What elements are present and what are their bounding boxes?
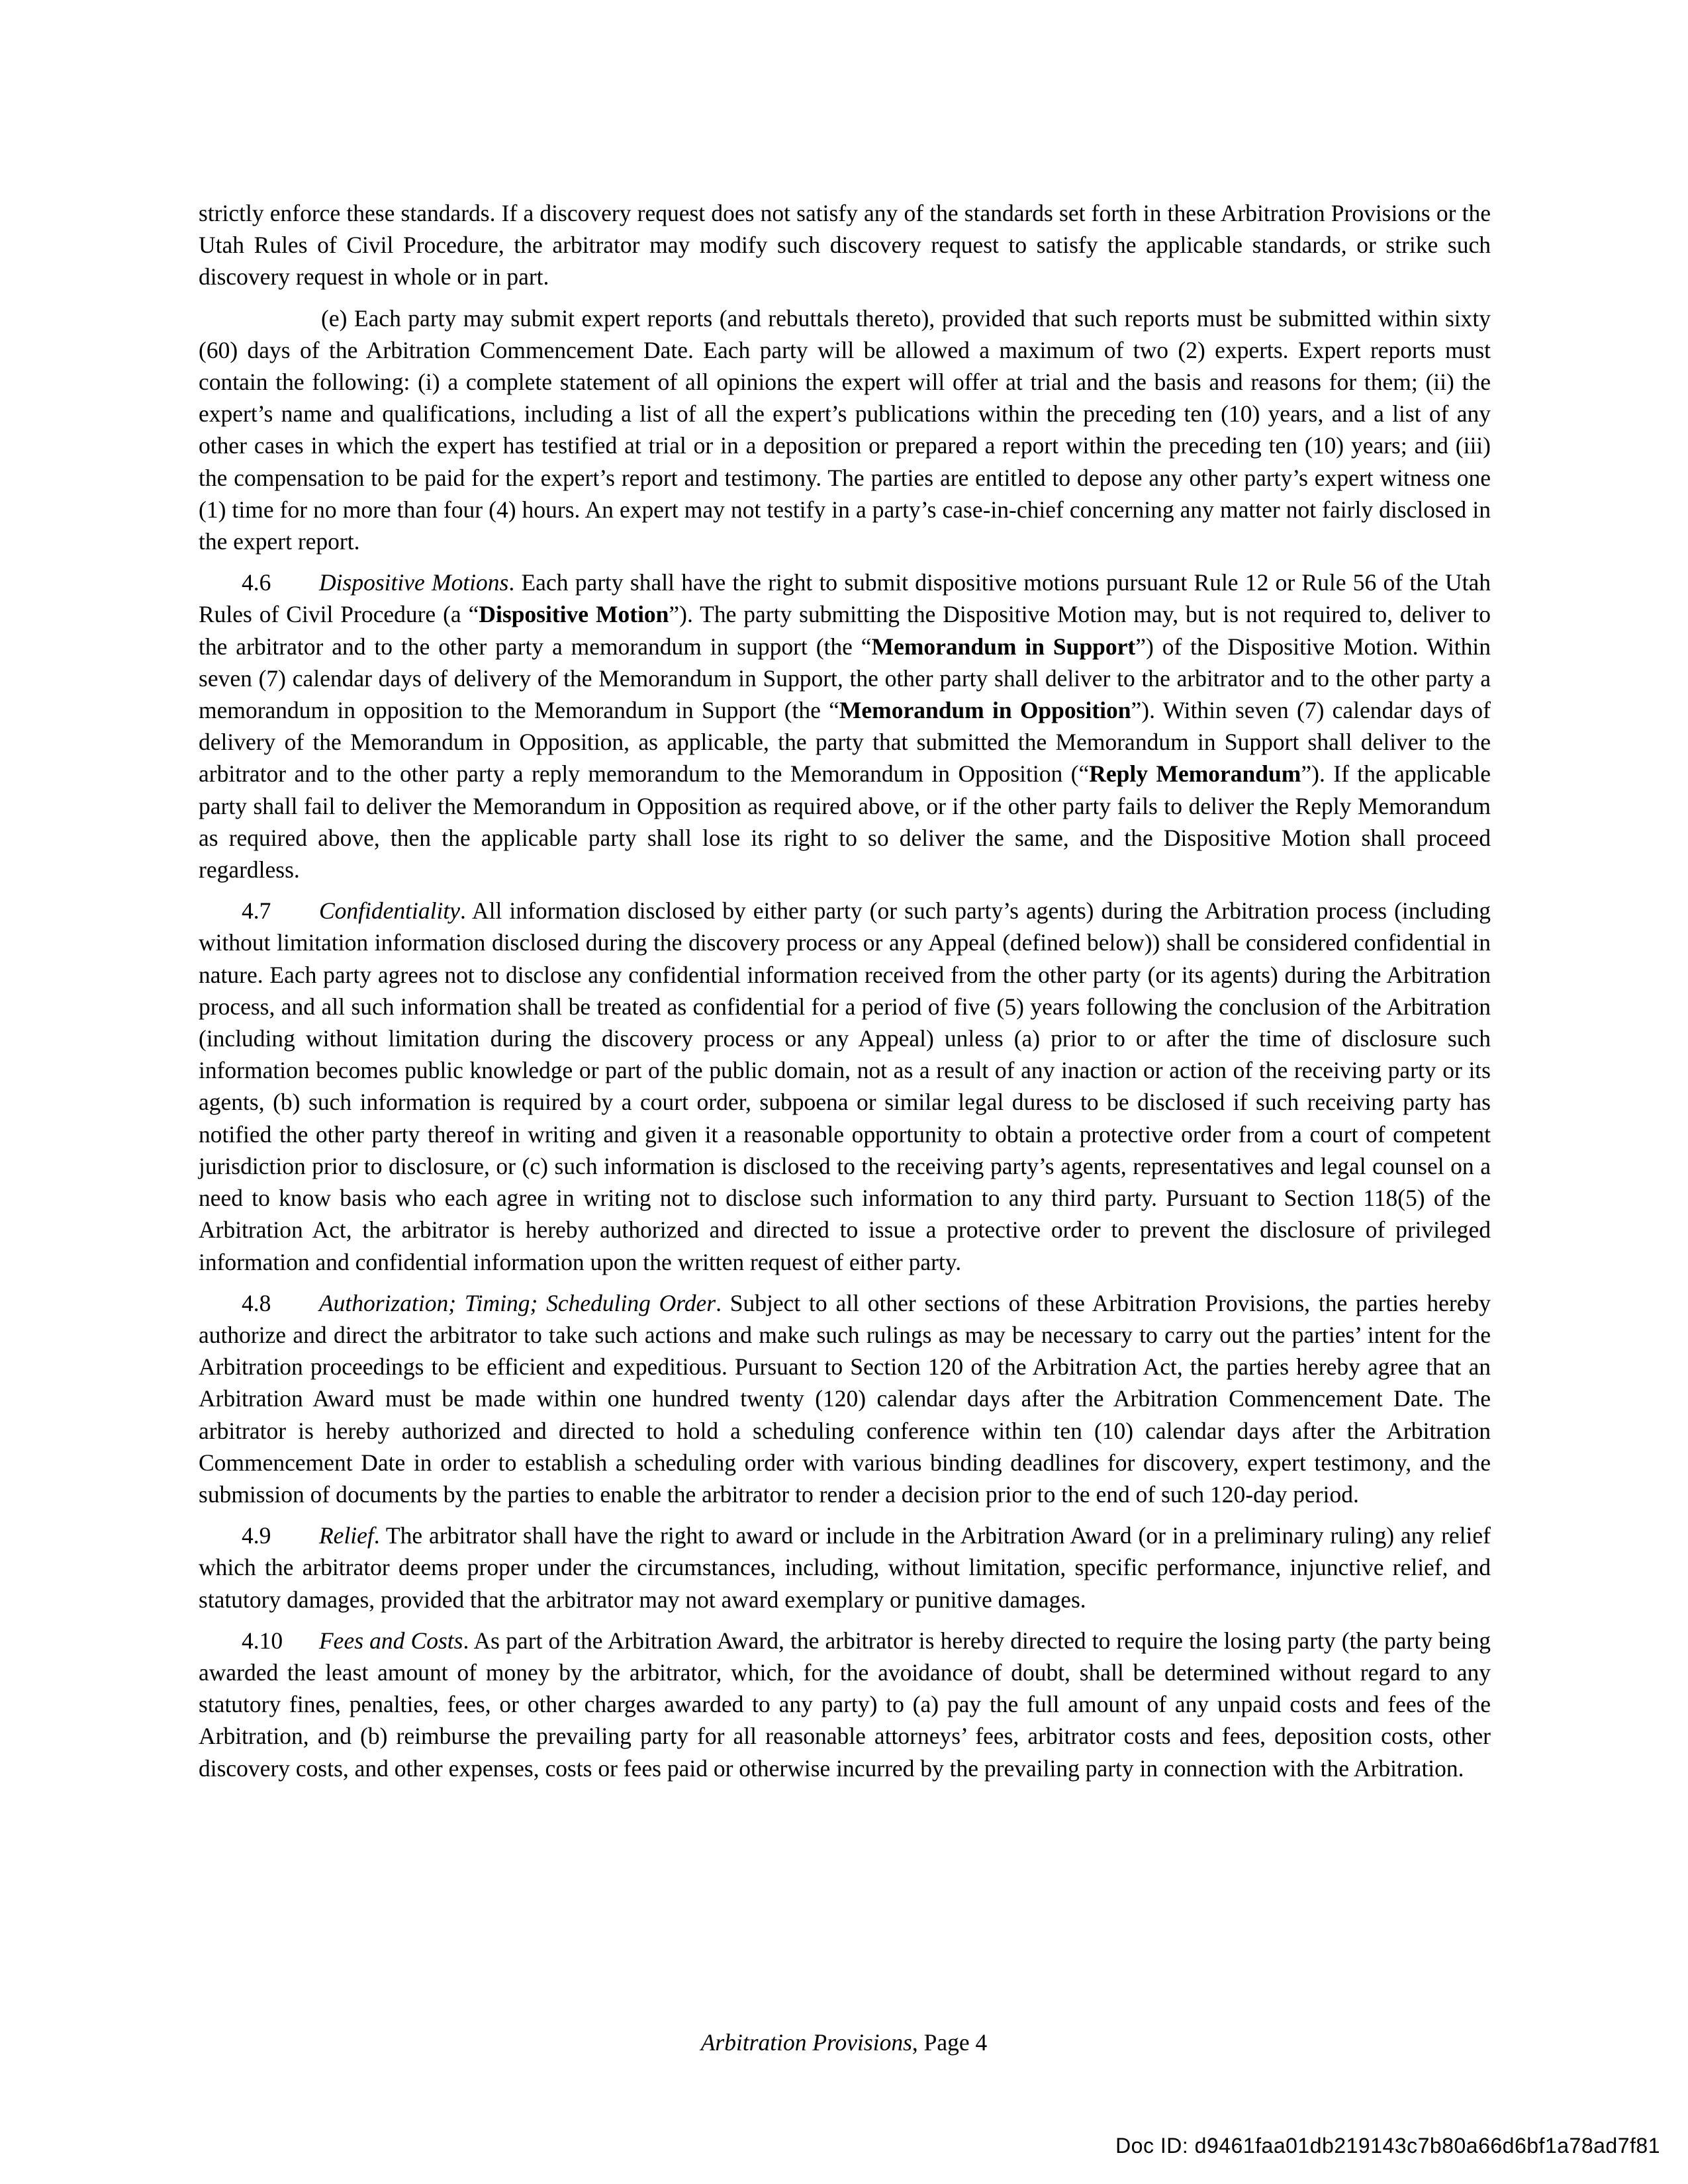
section-text: . As part of the Arbitration Award, the arbitrator is hereby directed to require the losing party (the party being awarded the least amount of money by the arbitrator, which, for the avoidance of doubt, shall be determined without regard to any statutory fines, penalties, fees, or other charges awarded to any party) to (a) pay the full amount of any unpaid costs and fees of the Arbitration, and (b) reimburse the prevailing party for all reasonable attorneys’ fees, arbitrator costs and fees, deposition costs, other discovery costs, and other expenses, costs or fees paid or otherwise incurred by the prevailing party in connection with the Arbitration. <box>199 1627 1491 1782</box>
defined-term: Reply Memorandum <box>1089 760 1301 788</box>
section-text: . The arbitrator shall have the right to award or include in the Arbitration Award (or in a preliminary ruling) any relief which the arbitrator deems proper under the circumstances, including, without limitation, specific performance, injunctive relief, and statutory damages, provided that the arbitrator may not award exemplary or punitive damages. <box>199 1522 1491 1613</box>
section-4-9-relief <box>199 1520 1491 1615</box>
defined-term: Memorandum in Support <box>871 633 1136 660</box>
document-body <box>199 197 1491 1794</box>
section-text: ”). If the applicable party shall fail to deliver the Memorandum in Opposition as required above, or if the other party fails to deliver the Reply Memorandum as required above, then the applicable party shall lose its right to so deliver the same, and the Dispositive Motion shall proceed regardless. <box>199 760 1491 884</box>
section-title: Dispositive Motions <box>319 569 509 596</box>
section-title: Authorization; Timing; Scheduling Order <box>319 1289 716 1316</box>
defined-term: Memorandum in Opposition <box>839 697 1131 724</box>
section-4-10-fees-and-costs <box>199 1625 1491 1784</box>
section-title: Fees and Costs <box>319 1627 463 1654</box>
section-number: 4.8 <box>242 1289 271 1316</box>
section-text: ”). The party submitting the Dispositive Motion may, but is not required to, deliver to the arbitrator and to the other party a memorandum in support (the “ <box>199 601 1491 660</box>
footer-page-number: , Page 4 <box>912 2029 988 2056</box>
footer-title: Arbitration Provisions <box>700 2029 912 2056</box>
section-number: 4.6 <box>242 569 271 596</box>
section-title: Confidentiality <box>319 897 460 925</box>
section-text: . Each party shall have the right to submit dispositive motions pursuant Rule 12 or Rule 56 of the Utah Rules of Civil Procedure (a “ <box>199 569 1491 628</box>
paragraph-e-expert-reports: (e) Each party may submit expert reports (and rebuttals thereto), provided that such reports must be submitted within sixty (60) days of the Arbitration Commencement Date. Each party will be allowed a maximum of two (2) experts. Expert reports must contain the following: (i) a complete statement of all opinions the expert will offer at trial and the basis and reasons for them; (ii) the expert’s name and qualifications, including a list of all the expert’s publications within the preceding ten (10) years, and a list of any other cases in which the expert has testified at trial or in a deposition or prepared a report within the preceding ten (10) years; and (iii) the compensation to be paid for the expert’s report and testimony. The parties are entitled to depose any other party’s expert witness one (1) time for no more than four (4) hours. An expert may not testify in a party’s case-in-chief concerning any matter not fairly disclosed in the expert report. <box>199 304 1491 555</box>
section-number: 4.10 <box>242 1627 283 1654</box>
section-4-8-authorization <box>199 1287 1491 1510</box>
section-text: . All information disclosed by either party (or such party’s agents) during the Arbitration process (including without limitation information disclosed during the discovery process or any Appeal (defined below)) shall be considered confidential in nature. Each party agrees not to disclose any confidential information received from the other party (or its agents) during the Arbitration process, and all such information shall be treated as confidential for a period of five (5) years following the conclusion of the Arbitration (including without limitation during the discovery process or any Appeal) unless (a) prior to or after the time of disclosure such information becomes public knowledge or part of the public domain, not as a result of any inaction or action of the receiving party or its agents, (b) such information is required by a court order, subpoena or similar legal duress to be disclosed if such receiving party has notified the other party thereof in writing and given it a reasonable opportunity to obtain a protective order from a court of competent jurisdiction prior to disclosure, or (c) such information is disclosed to the receiving party’s agents, representatives and legal counsel on a need to know basis who each agree in writing not to disclose such information to any third party. Pursuant to Section 118(5) of the Arbitration Act, the arbitrator is hereby authorized and directed to issue a protective order to prevent the disclosure of privileged information and confidential information upon the written request of either party. <box>199 897 1491 1275</box>
doc-id: Doc ID: d9461faa01db219143c7b80a66d6bf1a78ad7f81 <box>1115 2134 1660 2158</box>
section-number: 4.7 <box>242 897 271 925</box>
defined-term: Dispositive Motion <box>479 601 669 628</box>
section-text: ”) of the Dispositive Motion. Within seven (7) calendar days of delivery of the Memorandum in Support, the other party shall deliver to the arbitrator and to the other party a memorandum in opposition to the Memorandum in Support (the “ <box>199 633 1491 724</box>
section-number: 4.9 <box>242 1522 271 1549</box>
section-text: ”). Within seven (7) calendar days of delivery of the Memorandum in Opposition, as applicable, the party that submitted the Memorandum in Support shall deliver to the arbitrator and to the other party a reply memorandum to the Memorandum in Opposition (“ <box>199 697 1491 788</box>
paragraph-continuation: strictly enforce these standards. If a discovery request does not satisfy any of the standards set forth in these Arbitration Provisions or the Utah Rules of Civil Procedure, the arbitrator may modify such discovery request to satisfy the applicable standards, or strike such discovery request in whole or in part. <box>199 200 1491 291</box>
section-4-7-confidentiality <box>199 895 1491 1277</box>
section-text: . Subject to all other sections of these Arbitration Provisions, the parties hereby authorize and direct the arbitrator to take such actions and make such rulings as may be necessary to carry out the parties’ intent for the Arbitration proceedings to be efficient and expeditious. Pursuant to Section 120 of the Arbitration Act, the parties hereby agree that an Arbitration Award must be made within one hundred twenty (120) calendar days after the Arbitration Commencement Date. The arbitrator is hereby authorized and directed to hold a scheduling conference within ten (10) calendar days after the Arbitration Commencement Date in order to establish a scheduling order with various binding deadlines for discovery, expert testimony, and the submission of documents by the parties to enable the arbitrator to render a decision prior to the end of such 120-day period. <box>199 1289 1491 1508</box>
section-4-6-dispositive-motions <box>199 567 1491 886</box>
section-title: Relief <box>319 1522 374 1549</box>
page-footer <box>0 2028 1688 2057</box>
